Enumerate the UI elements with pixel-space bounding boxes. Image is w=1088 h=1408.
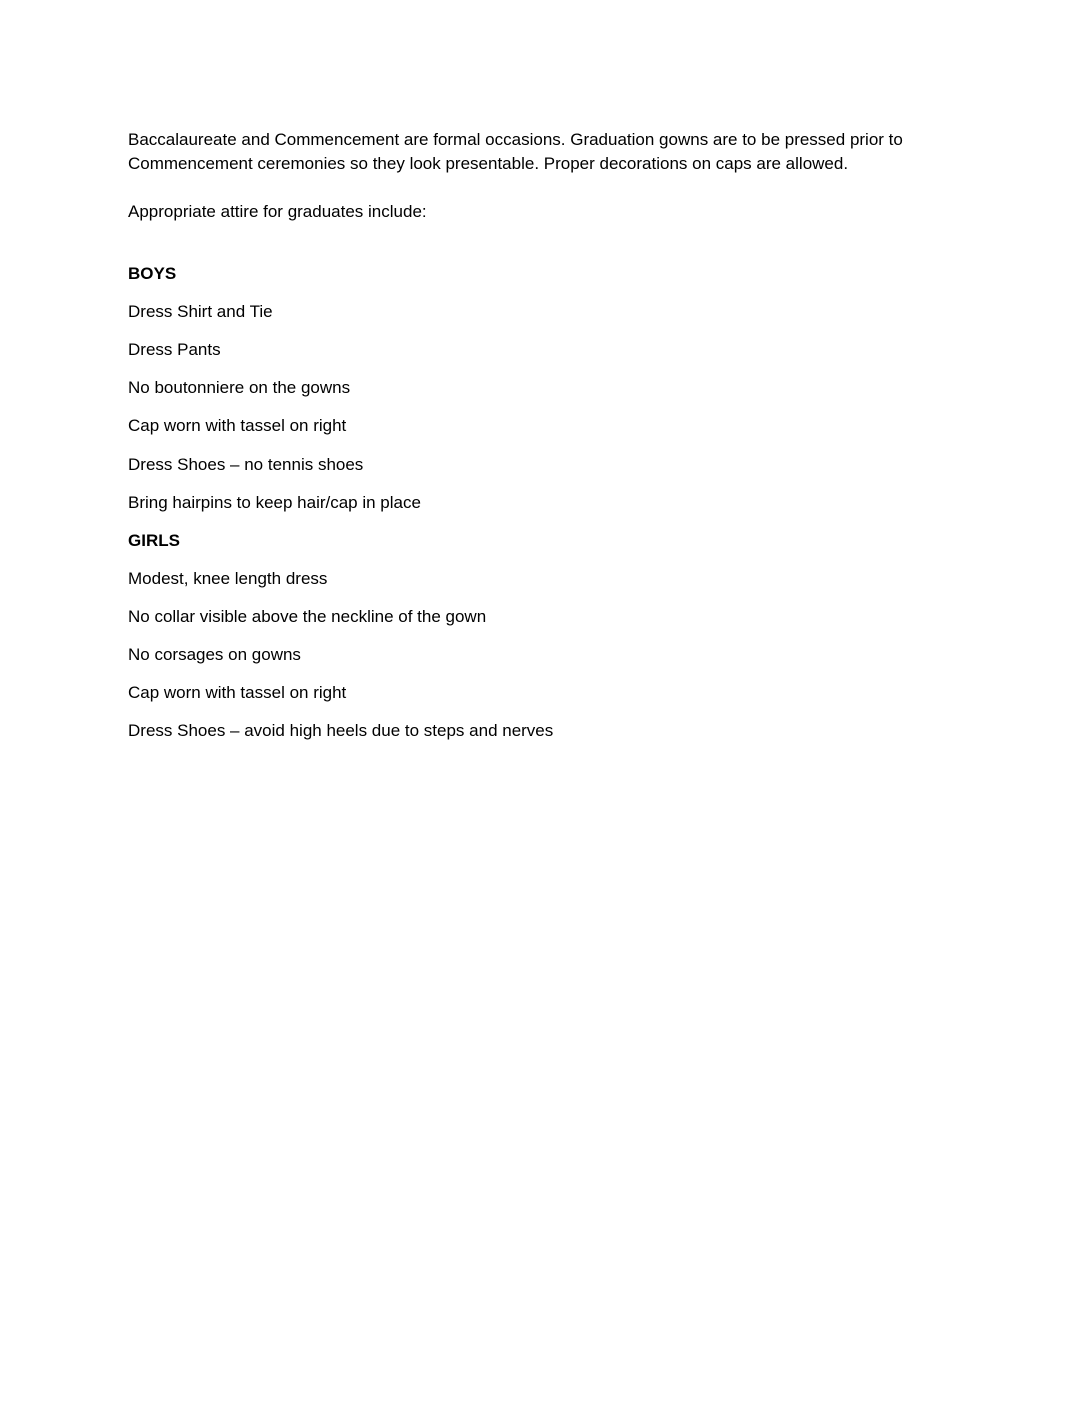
boys-item-boutonniere: No boutonniere on the gowns [128,378,351,397]
girls-item-dress: Modest, knee length dress [128,569,328,588]
attire-intro: Appropriate attire for graduates include: [128,202,427,221]
boys-item-shoes: Dress Shoes – no tennis shoes [128,455,364,474]
boys-item-hairpins: Bring hairpins to keep hair/cap in place [128,493,421,512]
boys-item-shirt: Dress Shirt and Tie [128,302,273,321]
girls-item-corsages: No corsages on gowns [128,645,301,664]
girls-item-collar: No collar visible above the neckline of the gown [128,607,487,626]
boys-item-pants: Dress Pants [128,340,221,359]
intro-line-1: Baccalaureate and Commencement are formal occasions. Graduation gowns are to be pressed prior to [128,130,903,149]
girls-item-cap: Cap worn with tassel on right [128,683,347,702]
boys-heading: BOYS [128,264,177,283]
intro-line-2: Commencement ceremonies so they look presentable. Proper decorations on caps are allowed. [128,154,849,173]
girls-item-shoes: Dress Shoes – avoid high heels due to steps and nerves [128,721,554,740]
boys-item-cap: Cap worn with tassel on right [128,416,347,435]
girls-heading: GIRLS [128,531,180,550]
